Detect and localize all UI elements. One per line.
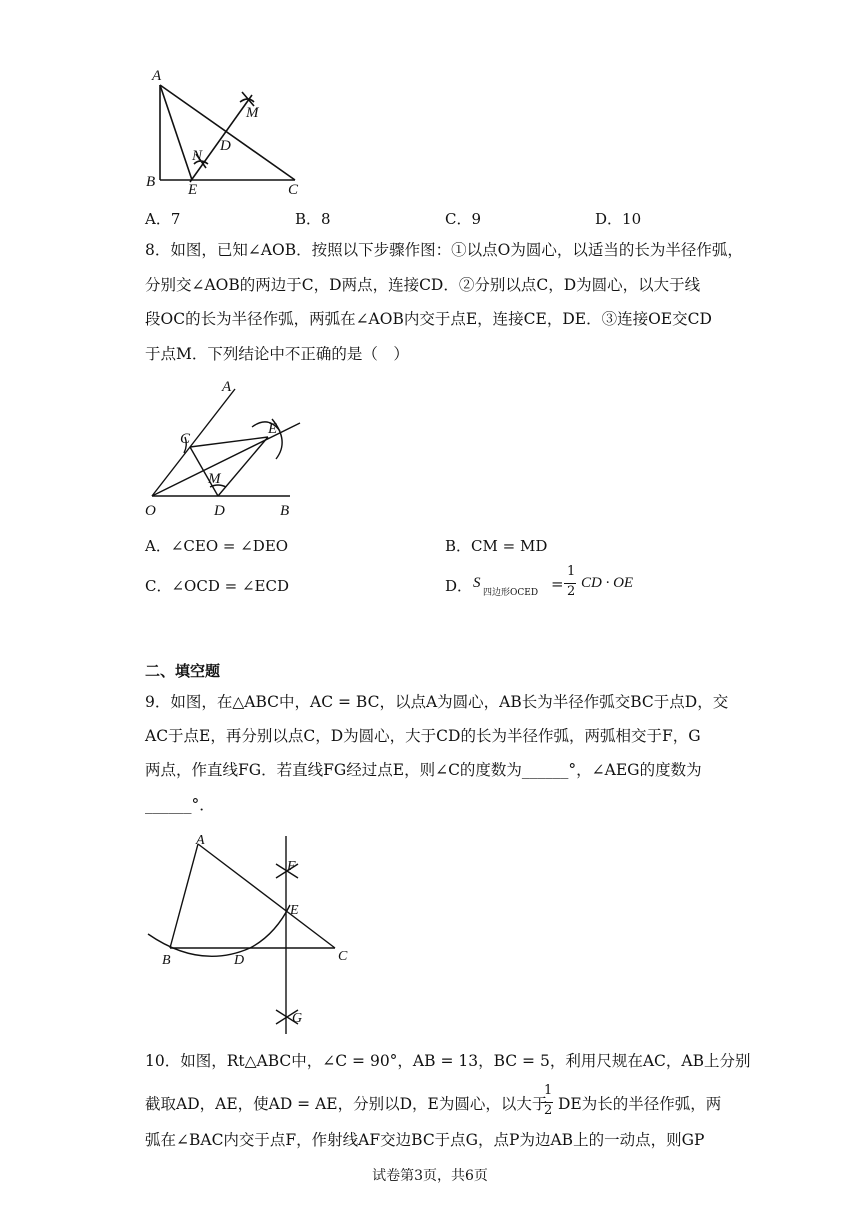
- q10-line-2: 截取AD，AE，使AD = AE，分别以D，E为圆心，以大于: [145, 1095, 548, 1113]
- fraction-numerator: 1: [567, 564, 576, 579]
- label-c: C: [180, 431, 191, 447]
- q8-line-2: 分别交∠AOB的两边于C，D两点，连接CD．②分别以点C，D为圆心，以大于线: [145, 276, 701, 294]
- label-f: F: [287, 859, 296, 874]
- q7-figure: [130, 60, 320, 200]
- q8-option-c[interactable]: C．∠OCD = ∠ECD: [145, 577, 289, 595]
- q10-line-2-tail: DE为长的半径作弧，两: [558, 1095, 722, 1113]
- q8-option-a[interactable]: A．∠CEO = ∠DEO: [145, 537, 289, 555]
- q10-line-3: 弧在∠BAC内交于点F，作射线AF交边BC于点G，点P为边AB上的一动点，则GP: [145, 1131, 705, 1149]
- label-b: B: [280, 503, 290, 519]
- label-e: E: [188, 182, 198, 198]
- label-a: A: [196, 833, 205, 848]
- q8-line-3: 段OC的长为半径作弧，两弧在∠AOB内交于点E，连接CE，DE．③连接OE交CD: [145, 310, 712, 328]
- page-footer: 试卷第3页，共6页: [372, 1168, 488, 1184]
- segment-ac: [160, 85, 295, 180]
- equals-sign: =: [551, 575, 564, 593]
- label-e: E: [290, 903, 299, 918]
- q8-option-b[interactable]: B．CM = MD: [445, 537, 548, 555]
- section-title: 二、填空题: [145, 662, 221, 680]
- label-m: M: [246, 105, 259, 121]
- q10-line-1: 10．如图，Rt△ABC中，∠C = 90°，AB = 13，BC = 5，利用尺规在AC，AB上分别: [145, 1052, 751, 1070]
- fraction-numerator: 1: [544, 1083, 553, 1098]
- q9-line-2: AC于点E，再分别以点C，D为圆心，大于CD的长为半径作弧，两弧相交于F，G: [145, 727, 701, 745]
- segment-ae: [160, 85, 192, 180]
- option-d-prefix: D．: [445, 577, 473, 595]
- q10-fraction: [541, 1085, 555, 1121]
- label-a: A: [222, 379, 232, 395]
- label-m: M: [208, 471, 221, 487]
- q9-line-3: 两点，作直线FG．若直线FG经过点E，则∠C的度数为______°，∠AEG的度数为: [145, 761, 702, 779]
- label-d: D: [234, 953, 245, 968]
- q9-line-4: ______°．: [145, 796, 215, 814]
- label-c: C: [338, 949, 348, 964]
- label-c: C: [288, 182, 299, 198]
- line-oe: [152, 423, 300, 496]
- label-b: B: [146, 174, 156, 190]
- segment-ac: [198, 844, 335, 948]
- label-b: B: [162, 953, 171, 968]
- q9-figure: [140, 830, 370, 1040]
- label-d: D: [220, 138, 231, 154]
- fraction-denominator: 2: [567, 584, 576, 599]
- q7-option-d[interactable]: D．10: [595, 210, 642, 228]
- area-subscript: 四边形OCED: [483, 588, 539, 598]
- q7-option-c[interactable]: C．9: [445, 210, 482, 228]
- q8-figure: [140, 375, 320, 520]
- label-d: D: [214, 503, 225, 519]
- label-g: G: [292, 1011, 303, 1026]
- q7-option-a[interactable]: A．7: [145, 210, 181, 228]
- label-a: A: [152, 68, 162, 84]
- area-symbol: S: [473, 575, 481, 591]
- arc-mark-m: [240, 92, 254, 106]
- q8-line-1: 8．如图，已知∠AOB．按照以下步骤作图：①以点O为圆心，以适当的长为半径作弧，: [145, 241, 743, 259]
- q7-option-b[interactable]: B．8: [295, 210, 331, 228]
- label-o: O: [145, 503, 156, 519]
- option-d-tail: CD · OE: [581, 575, 634, 591]
- fraction-denominator: 2: [544, 1103, 553, 1118]
- segment-ab: [170, 844, 198, 948]
- q8-line-4: 于点M．下列结论中不正确的是（ ）: [145, 345, 409, 363]
- label-e: E: [268, 421, 278, 437]
- segment-ce: [190, 437, 268, 447]
- q9-line-1: 9．如图，在△ABC中，AC = BC，以点A为圆心，AB长为半径作弧交BC于点D，交: [145, 693, 729, 711]
- label-n: N: [192, 148, 203, 164]
